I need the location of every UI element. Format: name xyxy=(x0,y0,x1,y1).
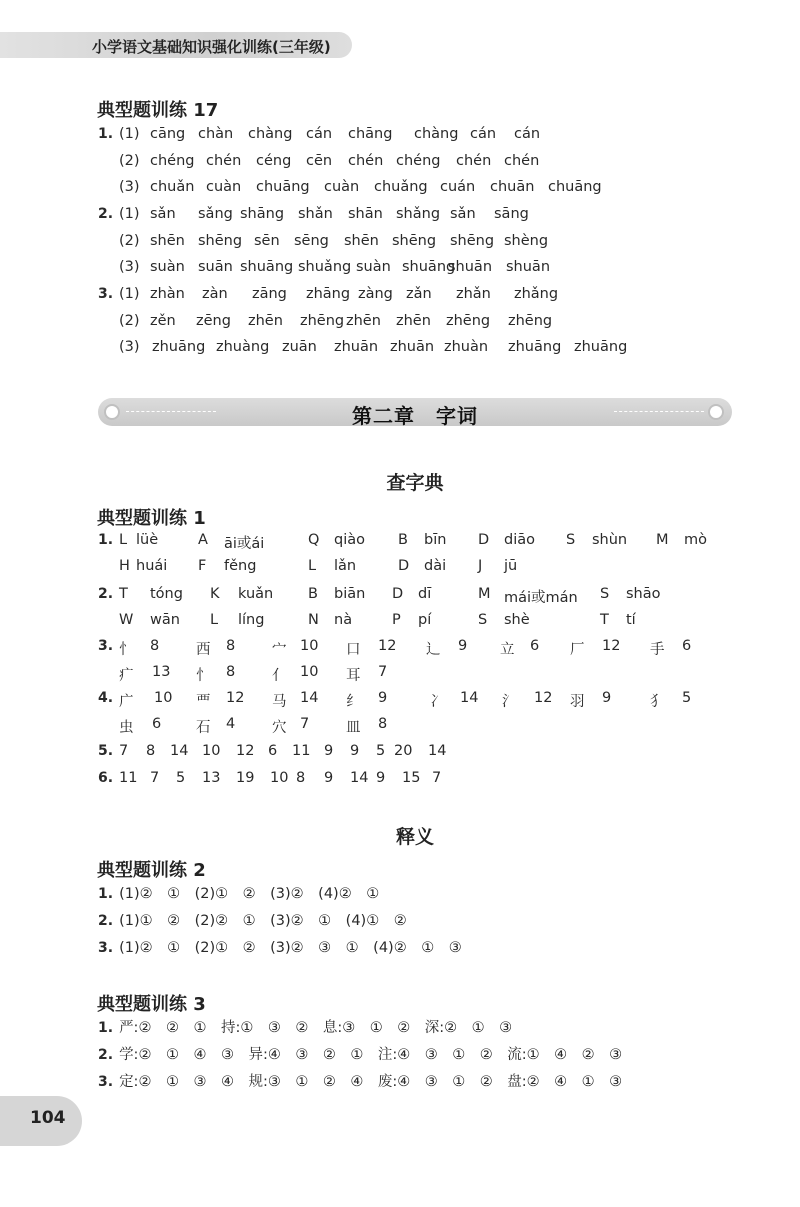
answer-row xyxy=(98,612,738,636)
answer-cell: 6 xyxy=(152,716,162,732)
answer-cell: 9 xyxy=(458,638,468,654)
answer-cell: 覀 xyxy=(196,694,211,710)
answer-cell: 14 xyxy=(428,743,447,759)
answer-cell: 亻 xyxy=(272,668,287,684)
question-number: 3. xyxy=(98,638,114,654)
answer-cell: zhuāng xyxy=(508,339,562,355)
answer-cell: shēn xyxy=(344,233,379,249)
answer-row xyxy=(98,558,738,582)
answer-cell: huái xyxy=(136,558,168,574)
answer-cell: diāo xyxy=(504,532,535,548)
answer-cell: shè xyxy=(504,612,530,628)
answer-cell: 12 xyxy=(378,638,397,654)
answer-cell: pí xyxy=(418,612,432,628)
answer-cell: B xyxy=(308,586,318,602)
answer-cell: zhuān xyxy=(390,339,435,355)
answer-cell: chuāng xyxy=(548,179,602,195)
answer-cell: zhēn xyxy=(396,313,431,329)
answer-cell: 8 xyxy=(226,638,236,654)
answer-cell: 忄 xyxy=(119,642,134,658)
question-number: 3. xyxy=(98,940,114,956)
answer-row xyxy=(98,286,738,310)
answer-cell: zhāng xyxy=(306,286,351,302)
answer-cell: 6 xyxy=(530,638,540,654)
answer-cell: biān xyxy=(334,586,366,602)
answer-cell: D xyxy=(478,532,490,548)
question-number: 2. xyxy=(98,913,114,929)
answer-cell: (1) xyxy=(119,286,140,302)
answer-cell: (1) xyxy=(119,126,140,142)
answer-cell: 8 xyxy=(296,770,306,786)
section-title-3: 典型题训练 3 xyxy=(97,994,206,1015)
answer-line xyxy=(98,1043,622,1064)
answer-cell: 9 xyxy=(602,690,612,706)
answer-cell: 石 xyxy=(196,720,211,736)
answer-cell: zhǎn xyxy=(456,286,491,302)
question-number: 3. xyxy=(98,286,114,302)
answer-cell: 手 xyxy=(650,642,665,658)
answer-row xyxy=(98,770,738,794)
answer-cell: suān xyxy=(198,259,233,275)
answer-cell: 7 xyxy=(119,743,129,759)
answer-cell: dài xyxy=(424,558,447,574)
answer-cell: 7 xyxy=(378,664,388,680)
answer-cell: 7 xyxy=(432,770,442,786)
answer-cell: B xyxy=(398,532,408,548)
answer-row xyxy=(98,206,738,230)
answer-line xyxy=(98,1016,512,1037)
answer-cell: zhēn xyxy=(248,313,283,329)
answer-cell: zhǎng xyxy=(514,286,559,302)
answer-cell: K xyxy=(210,586,220,602)
answer-cell: shǎn xyxy=(298,206,333,222)
answer-cell: sǎng xyxy=(198,206,233,222)
answer-cell: zhēn xyxy=(346,313,381,329)
answer-cell: chén xyxy=(206,153,242,169)
answer-cell: (2) xyxy=(119,233,140,249)
answer-cell: (2) xyxy=(119,313,140,329)
answer-cell: N xyxy=(308,612,319,628)
answer-cell: M xyxy=(478,586,491,602)
question-number: 1. xyxy=(98,126,114,142)
question-number: 2. xyxy=(98,1047,114,1063)
answer-cell: (2) xyxy=(119,153,140,169)
answer-row xyxy=(98,664,738,688)
answer-cell: zhuàn xyxy=(444,339,489,355)
answer-cell: Q xyxy=(308,532,320,548)
answer-cell: shēng xyxy=(198,233,243,249)
answer-cell: nà xyxy=(334,612,353,628)
answer-cell: shēng xyxy=(392,233,437,249)
answer-cell: zàn xyxy=(202,286,228,302)
answer-cell: suàn xyxy=(150,259,185,275)
answer-text: 严:② ② ① 持:① ③ ② 息:③ ① ② 深:② ① ③ xyxy=(119,1020,513,1036)
answer-cell: 13 xyxy=(152,664,171,680)
answer-cell: líng xyxy=(238,612,265,628)
answer-cell: 9 xyxy=(324,770,334,786)
answer-cell: 宀 xyxy=(272,642,287,658)
answer-cell: zēng xyxy=(196,313,231,329)
answer-cell: L xyxy=(308,558,317,574)
answer-cell: wān xyxy=(150,612,180,628)
answer-cell: 12 xyxy=(602,638,621,654)
answer-cell: 19 xyxy=(236,770,255,786)
answer-cell: 14 xyxy=(170,743,189,759)
answer-line xyxy=(98,882,379,903)
answer-cell: 8 xyxy=(378,716,388,732)
answer-row xyxy=(98,233,738,257)
answer-cell: shuāng xyxy=(240,259,294,275)
answer-cell: sēng xyxy=(294,233,329,249)
section-title-1: 典型题训练 1 xyxy=(97,508,206,529)
answer-cell: zhēng xyxy=(446,313,491,329)
answer-cell: tóng xyxy=(150,586,183,602)
answer-text: 定:② ① ③ ④ 规:③ ① ② ④ 废:④ ③ ① ② 盘:② ④ ① ③ xyxy=(119,1074,623,1090)
answer-cell: 8 xyxy=(146,743,156,759)
answer-cell: cán xyxy=(514,126,541,142)
answer-cell: 4 xyxy=(226,716,236,732)
answer-cell: jū xyxy=(504,558,518,574)
answer-cell: chàn xyxy=(198,126,234,142)
answer-line xyxy=(98,1070,622,1091)
answer-cell: shuǎng xyxy=(298,259,352,275)
answer-cell: 虫 xyxy=(119,720,134,736)
answer-cell: 羽 xyxy=(570,694,585,710)
answer-cell: T xyxy=(600,612,609,628)
book-title: 小学语文基础知识强化训练(三年级) xyxy=(92,38,331,56)
answer-cell: tí xyxy=(626,612,636,628)
answer-cell: shùn xyxy=(592,532,628,548)
answer-cell: zhuàng xyxy=(216,339,270,355)
answer-cell: 5 xyxy=(376,743,386,759)
question-number: 2. xyxy=(98,586,114,602)
answer-row xyxy=(98,153,738,177)
answer-cell: sēn xyxy=(254,233,280,249)
answer-cell: kuǎn xyxy=(238,586,274,602)
answer-cell: zǎn xyxy=(406,286,432,302)
answer-cell: L xyxy=(210,612,219,628)
answer-cell: shuān xyxy=(506,259,551,275)
answer-cell: 9 xyxy=(376,770,386,786)
answer-cell: chàng xyxy=(248,126,293,142)
answer-cell: shuān xyxy=(448,259,493,275)
answer-cell: cēn xyxy=(306,153,333,169)
answer-cell: 广 xyxy=(119,694,134,710)
answer-cell: 12 xyxy=(534,690,553,706)
answer-text: (1)① ② (2)② ① (3)② ① (4)① ② xyxy=(119,913,407,929)
answer-cell: 氵 xyxy=(502,694,517,710)
answer-cell: chuāng xyxy=(256,179,310,195)
answer-cell: cāng xyxy=(150,126,186,142)
answer-cell: shèng xyxy=(504,233,549,249)
answer-cell: zhàn xyxy=(150,286,185,302)
answer-cell: shān xyxy=(348,206,383,222)
answer-cell: chén xyxy=(348,153,384,169)
answer-cell: zhuān xyxy=(334,339,379,355)
answer-cell: 20 xyxy=(394,743,413,759)
answer-cell: 立 xyxy=(500,642,515,658)
answer-cell: cán xyxy=(470,126,497,142)
answer-cell: 冫 xyxy=(430,694,445,710)
answer-cell: shāng xyxy=(240,206,285,222)
answer-cell: 14 xyxy=(460,690,479,706)
answer-cell: A xyxy=(198,532,208,548)
answer-cell: 9 xyxy=(378,690,388,706)
answer-cell: 11 xyxy=(292,743,311,759)
answer-cell: (3) xyxy=(119,259,140,275)
answer-cell: lüè xyxy=(136,532,159,548)
answer-cell: 15 xyxy=(402,770,421,786)
answer-text: 学:② ① ④ ③ 异:④ ③ ② ① 注:④ ③ ① ② 流:① ④ ② ③ xyxy=(119,1047,623,1063)
answer-cell: suàn xyxy=(356,259,391,275)
answer-cell: L xyxy=(119,532,128,548)
answer-cell: zěn xyxy=(150,313,176,329)
answer-cell: 8 xyxy=(150,638,160,654)
answer-row xyxy=(98,690,738,714)
answer-cell: qiào xyxy=(334,532,365,548)
question-number: 2. xyxy=(98,206,114,222)
answer-cell: 9 xyxy=(350,743,360,759)
answer-cell: 5 xyxy=(176,770,186,786)
answer-cell: 犭 xyxy=(650,694,665,710)
answer-row xyxy=(98,638,738,662)
answer-cell: 10 xyxy=(154,690,173,706)
answer-cell: cán xyxy=(306,126,333,142)
answer-cell: (3) xyxy=(119,179,140,195)
answer-cell: zāng xyxy=(252,286,287,302)
answer-cell: 皿 xyxy=(346,720,361,736)
answer-cell: chuǎng xyxy=(374,179,428,195)
answer-cell: 14 xyxy=(350,770,369,786)
answer-cell: 忄 xyxy=(196,668,211,684)
answer-cell: fěng xyxy=(224,558,257,574)
chapter-title: 第二章 字词 xyxy=(352,404,478,428)
answer-cell: āi或ái xyxy=(224,536,265,552)
answer-cell: zhuāng xyxy=(574,339,628,355)
answer-cell: 7 xyxy=(300,716,310,732)
answer-cell: 口 xyxy=(346,642,361,658)
answer-cell: (1) xyxy=(119,206,140,222)
answer-cell: bīn xyxy=(424,532,447,548)
section-title-2: 典型题训练 2 xyxy=(97,860,206,881)
answer-cell: 10 xyxy=(300,638,319,654)
answer-row xyxy=(98,313,738,337)
subsection-title-shiyi: 释义 xyxy=(395,826,434,848)
answer-cell: D xyxy=(392,586,404,602)
answer-cell: J xyxy=(478,558,483,574)
answer-cell: F xyxy=(198,558,207,574)
answer-cell: 厂 xyxy=(570,642,585,658)
answer-cell: shāo xyxy=(626,586,661,602)
answer-cell: shēn xyxy=(150,233,185,249)
answer-cell: 12 xyxy=(226,690,245,706)
page-number: 104 xyxy=(30,1108,66,1128)
answer-row xyxy=(98,586,738,610)
answer-cell: S xyxy=(600,586,610,602)
answer-cell: 8 xyxy=(226,664,236,680)
answer-cell: zhēng xyxy=(300,313,345,329)
answer-cell: 10 xyxy=(202,743,221,759)
answer-cell: 辶 xyxy=(426,642,441,658)
answer-cell: 5 xyxy=(682,690,692,706)
answer-cell: sǎn xyxy=(450,206,476,222)
answer-cell: S xyxy=(478,612,488,628)
answer-cell: 9 xyxy=(324,743,334,759)
answer-cell: 西 xyxy=(196,642,211,658)
chapter-banner xyxy=(98,398,732,426)
answer-cell: 疒 xyxy=(119,668,134,684)
answer-cell: sǎn xyxy=(150,206,176,222)
answer-cell: 10 xyxy=(270,770,289,786)
answer-row xyxy=(98,179,738,203)
answer-cell: chuǎn xyxy=(150,179,195,195)
answer-row xyxy=(98,126,738,150)
answer-cell: zhuāng xyxy=(152,339,206,355)
answer-cell: 12 xyxy=(236,743,255,759)
answer-cell: P xyxy=(392,612,401,628)
answer-cell: dī xyxy=(418,586,432,602)
question-number: 1. xyxy=(98,532,114,548)
answer-cell: cuán xyxy=(440,179,476,195)
question-number: 1. xyxy=(98,1020,114,1036)
answer-row xyxy=(98,259,738,283)
answer-cell: (3) xyxy=(119,339,140,355)
answer-text: (1)② ① (2)① ② (3)② ③ ① (4)② ① ③ xyxy=(119,940,462,956)
answer-cell: chàng xyxy=(414,126,459,142)
answer-cell: cuàn xyxy=(324,179,360,195)
answer-cell: shēng xyxy=(450,233,495,249)
answer-cell: céng xyxy=(256,153,292,169)
answer-cell: 纟 xyxy=(346,694,361,710)
section-title-17: 典型题训练 17 xyxy=(97,100,219,121)
answer-cell: 14 xyxy=(300,690,319,706)
answer-cell: M xyxy=(656,532,669,548)
answer-cell: mái或mán xyxy=(504,590,578,606)
answer-line xyxy=(98,909,407,930)
question-number: 1. xyxy=(98,886,114,902)
answer-cell: 耳 xyxy=(346,668,361,684)
question-number: 5. xyxy=(98,743,114,759)
answer-row xyxy=(98,716,738,740)
answer-line xyxy=(98,936,462,957)
answer-cell: chéng xyxy=(150,153,195,169)
answer-cell: sāng xyxy=(494,206,529,222)
answer-cell: 穴 xyxy=(272,720,287,736)
subsection-title-zidian: 查字典 xyxy=(386,472,444,494)
question-number: 3. xyxy=(98,1074,114,1090)
answer-cell: 6 xyxy=(268,743,278,759)
answer-row xyxy=(98,532,738,556)
answer-cell: T xyxy=(119,586,128,602)
answer-cell: chén xyxy=(456,153,492,169)
answer-cell: 7 xyxy=(150,770,160,786)
answer-row xyxy=(98,339,738,363)
answer-cell: zuān xyxy=(282,339,317,355)
answer-cell: H xyxy=(119,558,130,574)
answer-cell: shǎng xyxy=(396,206,441,222)
answer-cell: lǎn xyxy=(334,558,357,574)
answer-cell: 11 xyxy=(119,770,138,786)
question-number: 4. xyxy=(98,690,114,706)
answer-cell: chuān xyxy=(490,179,535,195)
answer-cell: W xyxy=(119,612,134,628)
answer-cell: 6 xyxy=(682,638,692,654)
answer-cell: D xyxy=(398,558,410,574)
answer-cell: 13 xyxy=(202,770,221,786)
answer-cell: mò xyxy=(684,532,707,548)
answer-text: (1)② ① (2)① ② (3)② (4)② ① xyxy=(119,886,380,902)
answer-cell: shuāng xyxy=(402,259,456,275)
answer-cell: chéng xyxy=(396,153,441,169)
answer-cell: 10 xyxy=(300,664,319,680)
question-number: 6. xyxy=(98,770,114,786)
answer-cell: chāng xyxy=(348,126,393,142)
answer-cell: zàng xyxy=(358,286,393,302)
answer-cell: S xyxy=(566,532,576,548)
answer-cell: zhēng xyxy=(508,313,553,329)
answer-cell: cuàn xyxy=(206,179,242,195)
answer-row xyxy=(98,743,738,767)
answer-cell: chén xyxy=(504,153,540,169)
answer-cell: 马 xyxy=(272,694,287,710)
